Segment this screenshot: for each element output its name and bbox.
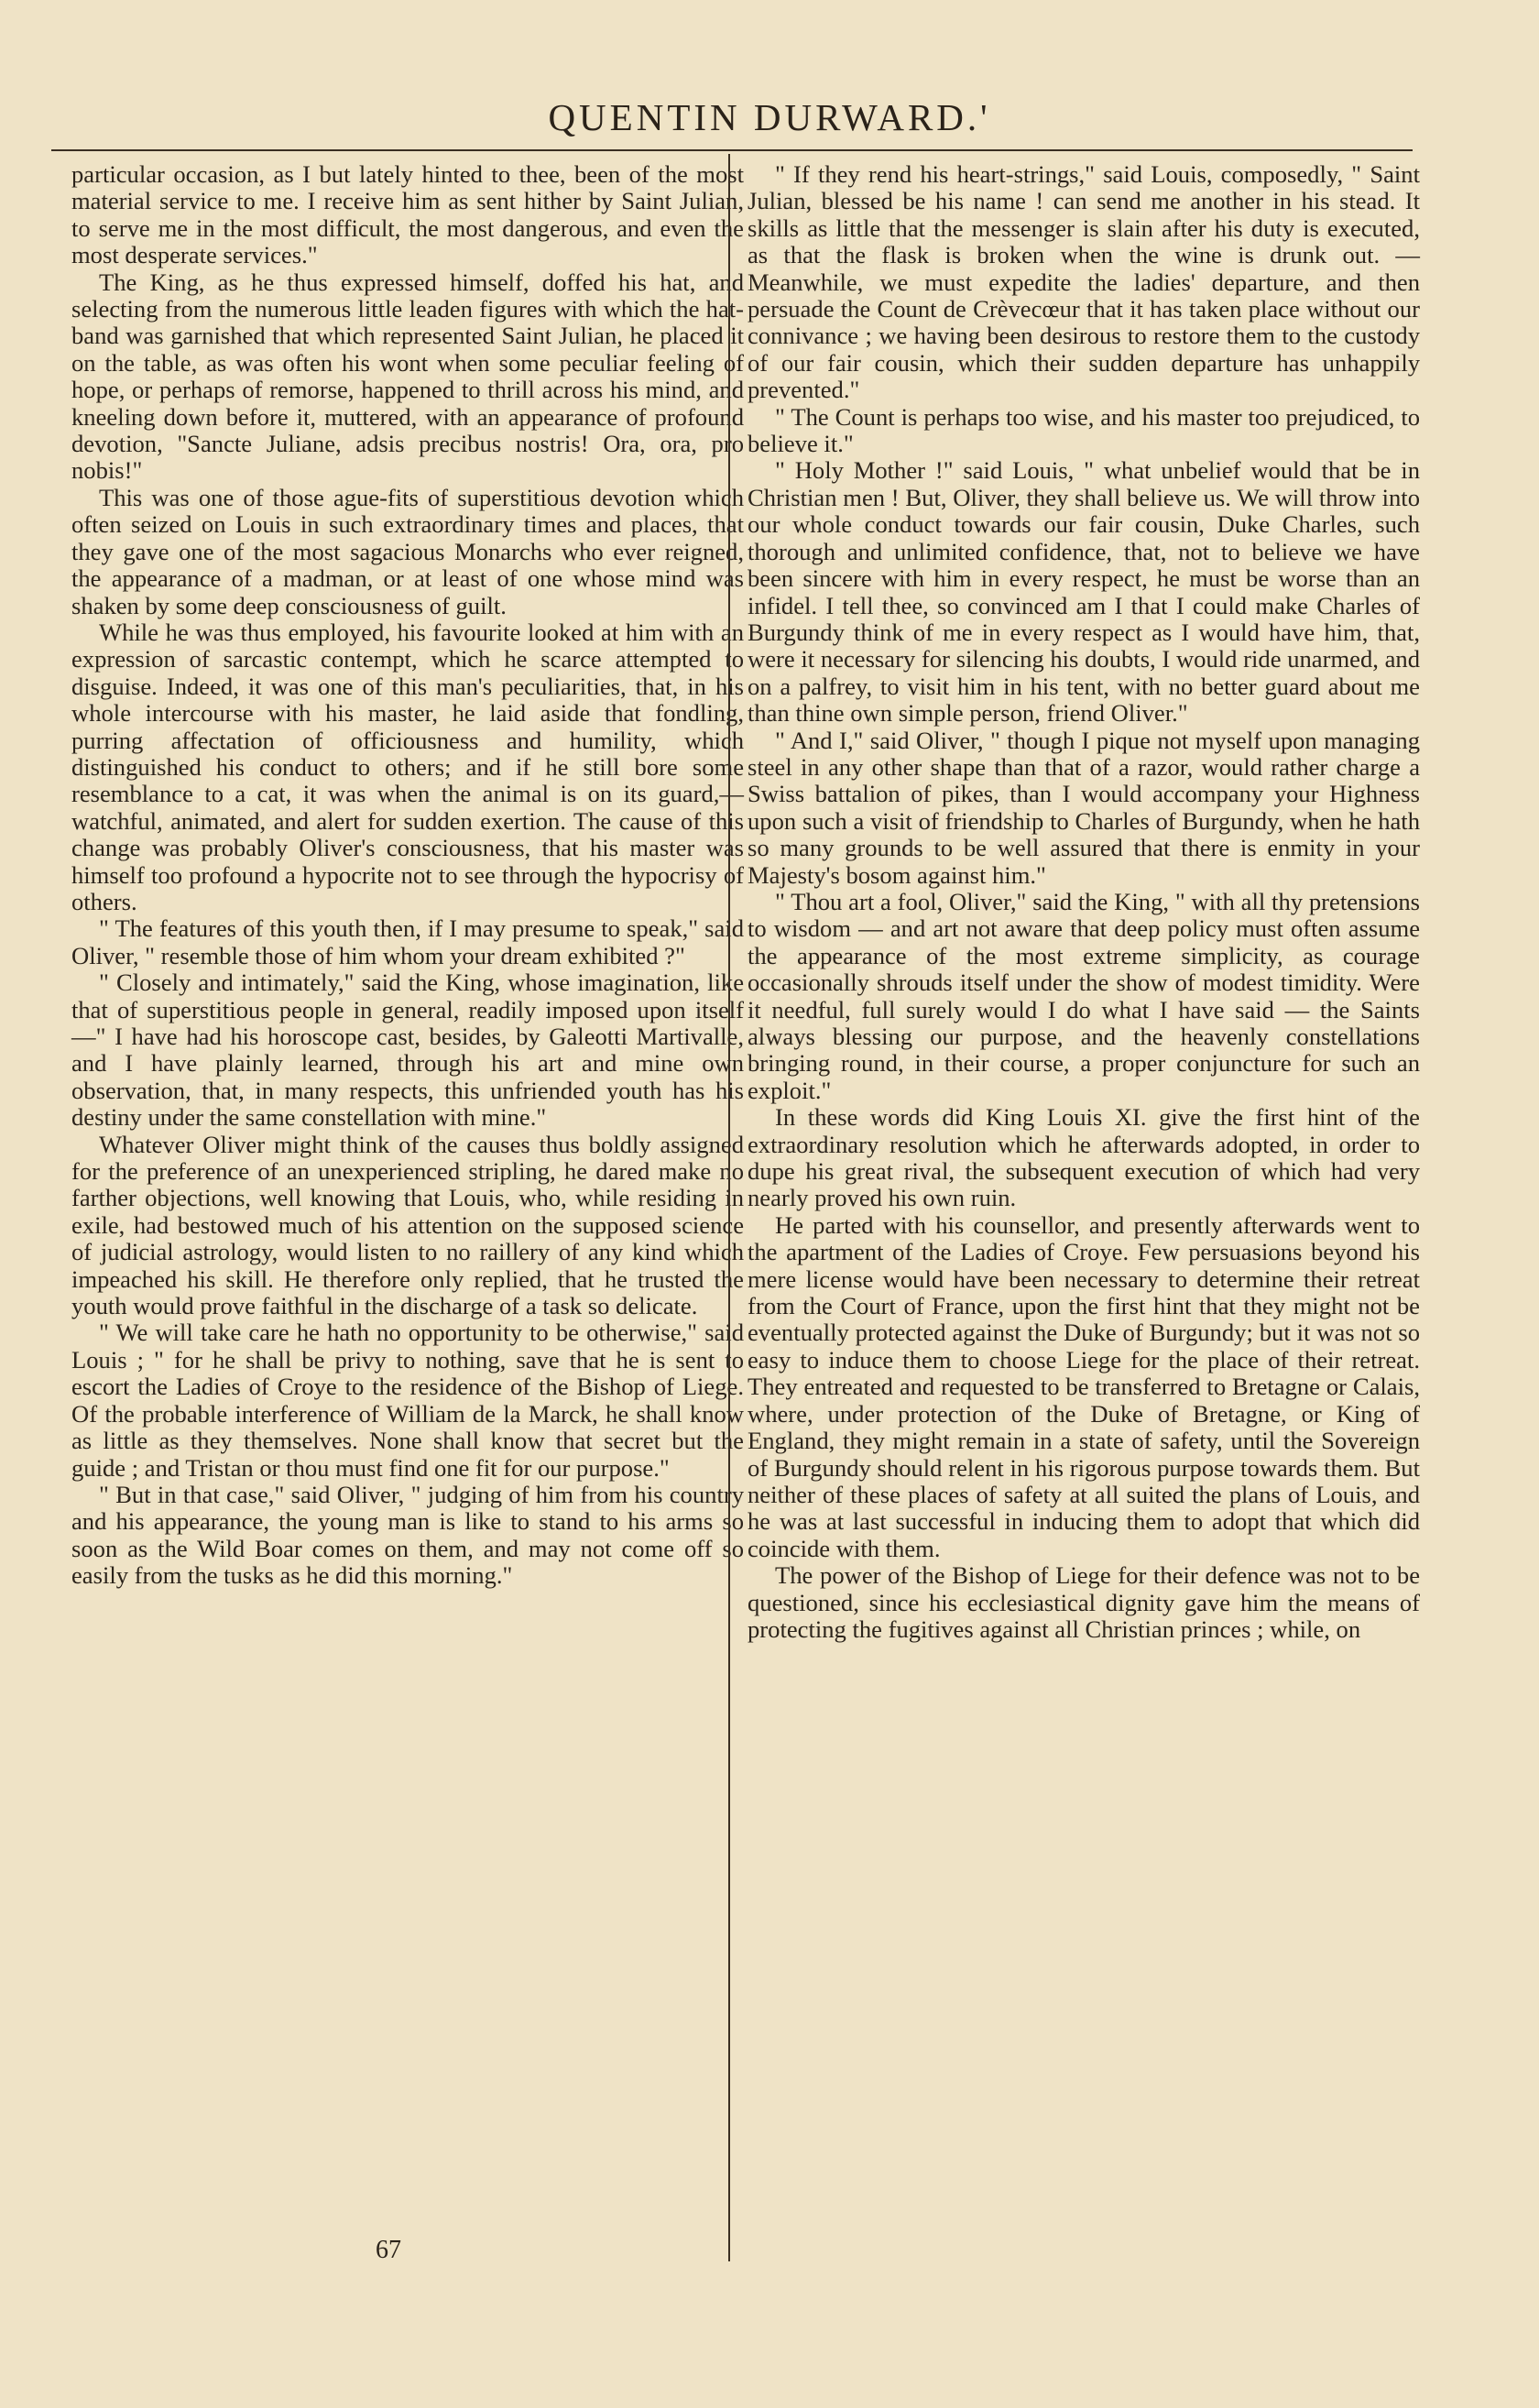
paragraph: " We will take care he hath no opportunity to be otherwise," said Louis ; " for he shall be privy to nothing, save that he is sent to escort the Ladies of Croye to the residence of the Bishop of Liege. Of the probable interference of William de la Marck, he shall know as little as they themselves. None shall know that secret but the guide ; and Tristan or thou must find one fit for our purpose.": [71, 1319, 744, 1482]
paragraph: In these words did King Louis XI. give the first hint of the extraordinary resolution which he afterwards adopted, in order to dupe his great rival, the subsequent execution of which had very nearly proved his own ruin.: [748, 1103, 1420, 1212]
paragraph: particular occasion, as I but lately hinted to thee, been of the most material service to me. I receive him as sent hither by Saint Julian, to serve me in the most difficult, the most dangerous, and even the most desperate services.": [71, 160, 744, 269]
paragraph: " Thou art a fool, Oliver," said the King, " with all thy pretensions to wisdom — and art not aware that deep policy must often assume the appearance of the most extreme simplicity, as courage occasionally shrouds itself under the show of modest timidity. Were it needful, full surely would I do what I have said — the Saints always blessing our purpose, and the heavenly constellations bringing round, in their course, a proper conjuncture for such an exploit.": [748, 887, 1420, 1104]
paragraph: " The features of this youth then, if I may presume to speak," said Oliver, " resemble those of him whom your dream exhibited ?": [71, 914, 744, 969]
paragraph: " The Count is perhaps too wise, and his master too prejudiced, to believe it.": [748, 402, 1420, 458]
paragraph: Whatever Oliver might think of the causes thus boldly assigned for the preference of an unexperienced stripling, he dared make no farther objections, well knowing that Louis, who, while residing in exile, had bestowed much of his attention on the supposed science of judicial astrology, would listen to no raillery of any kind which impeached his skill. He therefore only replied, that he trusted the youth would prove faithful in the discharge of a task so delicate.: [71, 1130, 744, 1320]
left-column: [71, 161, 744, 1590]
paragraph: " If they rend his heart-strings," said Louis, composedly, " Saint Julian, blessed be his name ! can send me another in his stead. It skills as little that the messenger is slain after his duty is executed, as that the flask is broken when the wine is drunk out. — Meanwhile, we must expedite the ladies' departure, and then persuade the Count de Crèvecœur that it has taken place without our connivance ; we having been desirous to restore them to the custody of our fair cousin, which their sudden departure has unhappily prevented.": [748, 160, 1420, 404]
page-number: 67: [376, 2236, 401, 2264]
paragraph: The King, as he thus expressed himself, doffed his hat, and selecting from the numerous little leaden figures with which the hat-band was garnished that which represented Saint Julian, he placed it on the table, as was often his wont when some peculiar feeling of hope, or perhaps of remorse, happened to thrill across his mind, and kneeling down before it, muttered, with an appearance of profound devotion, "Sancte Juliane, adsis precibus nostris! Ora, ora, pro nobis!": [71, 268, 744, 485]
page-title: QUENTIN DURWARD.': [548, 96, 991, 138]
header-rule: [51, 149, 1413, 151]
paragraph: This was one of those ague-fits of superstitious devotion which often seized on Louis in such extraordinary times and places, that they gave one of the most sagacious Monarchs who ever reigned, the appearance of a madman, or at least of one whose mind was shaken by some deep consciousness of guilt.: [71, 483, 744, 619]
right-column: [748, 161, 1420, 1643]
paragraph: The power of the Bishop of Liege for their defence was not to be questioned, since his ecclesiastical dignity gave him the means of protecting the fugitives against all Christian princes ; while, on: [748, 1561, 1420, 1643]
paragraph: While he was thus employed, his favourite looked at him with an expression of sarcastic contempt, which he scarce attempted to disguise. Indeed, it was one of this man's peculiarities, that, in his whole intercourse with his master, he laid aside that fondling, purring affectation of officiousness and humility, which distinguished his conduct to others; and if he still bore some resemblance to a cat, it was when the animal is on its guard,—watchful, animated, and alert for sudden exertion. The cause of this change was probably Oliver's consciousness, that his master was himself too profound a hypocrite not to see through the hypocrisy of others.: [71, 618, 744, 915]
paragraph: " And I," said Oliver, " though I pique not myself upon managing steel in any other shape than that of a razor, would rather charge a Swiss battalion of pikes, than I would accompany your Highness upon such a visit of friendship to Charles of Burgundy, when he hath so many grounds to be well assured that there is enmity in your Majesty's bosom against him.": [748, 726, 1420, 889]
paragraph: " Closely and intimately," said the King, whose imagination, like that of superstitious people in general, readily imposed upon itself—" I have had his horoscope cast, besides, by Galeotti Martivalle, and I have plainly learned, through his art and mine own observation, that, in many respects, this unfriended youth has his destiny under the same constellation with mine.": [71, 969, 744, 1132]
paragraph: He parted with his counsellor, and presently afterwards went to the apartment of the Ladies of Croye. Few persuasions beyond his mere license would have been necessary to determine their retreat from the Court of France, upon the first hint that they might not be eventually protected against the Duke of Burgundy; but it was not so easy to induce them to choose Liege for the place of their retreat. They entreated and requested to be transferred to Bretagne or Calais, where, under protection of the Duke of Bretagne, or King of England, they might remain in a state of safety, until the Sovereign of Burgundy should relent in his rigorous purpose towards them. But neither of these places of safety at all suited the plans of Louis, and he was at last successful in inducing them to adopt that which did coincide with them.: [748, 1210, 1420, 1562]
paragraph: " But in that case," said Oliver, " judging of him from his country and his appearance, the young man is like to stand to his arms so soon as the Wild Boar comes on them, and may not come off so easily from the tusks as he did this morning.": [71, 1480, 744, 1590]
column-divider: [728, 154, 730, 2261]
paragraph: " Holy Mother !" said Louis, " what unbelief would that be in Christian men ! But, Oliver, they shall believe us. We will throw into our whole conduct towards our fair cousin, Duke Charles, such thorough and unlimited confidence, that, not to believe we have been sincere with him in every respect, he must be worse than an infidel. I tell thee, so convinced am I that I could make Charles of Burgundy think of me in every respect as I would have him, that, were it necessary for silencing his doubts, I would ride unarmed, and on a palfrey, to visit him in his tent, with no better guard about me than thine own simple person, friend Oliver.": [748, 456, 1420, 728]
